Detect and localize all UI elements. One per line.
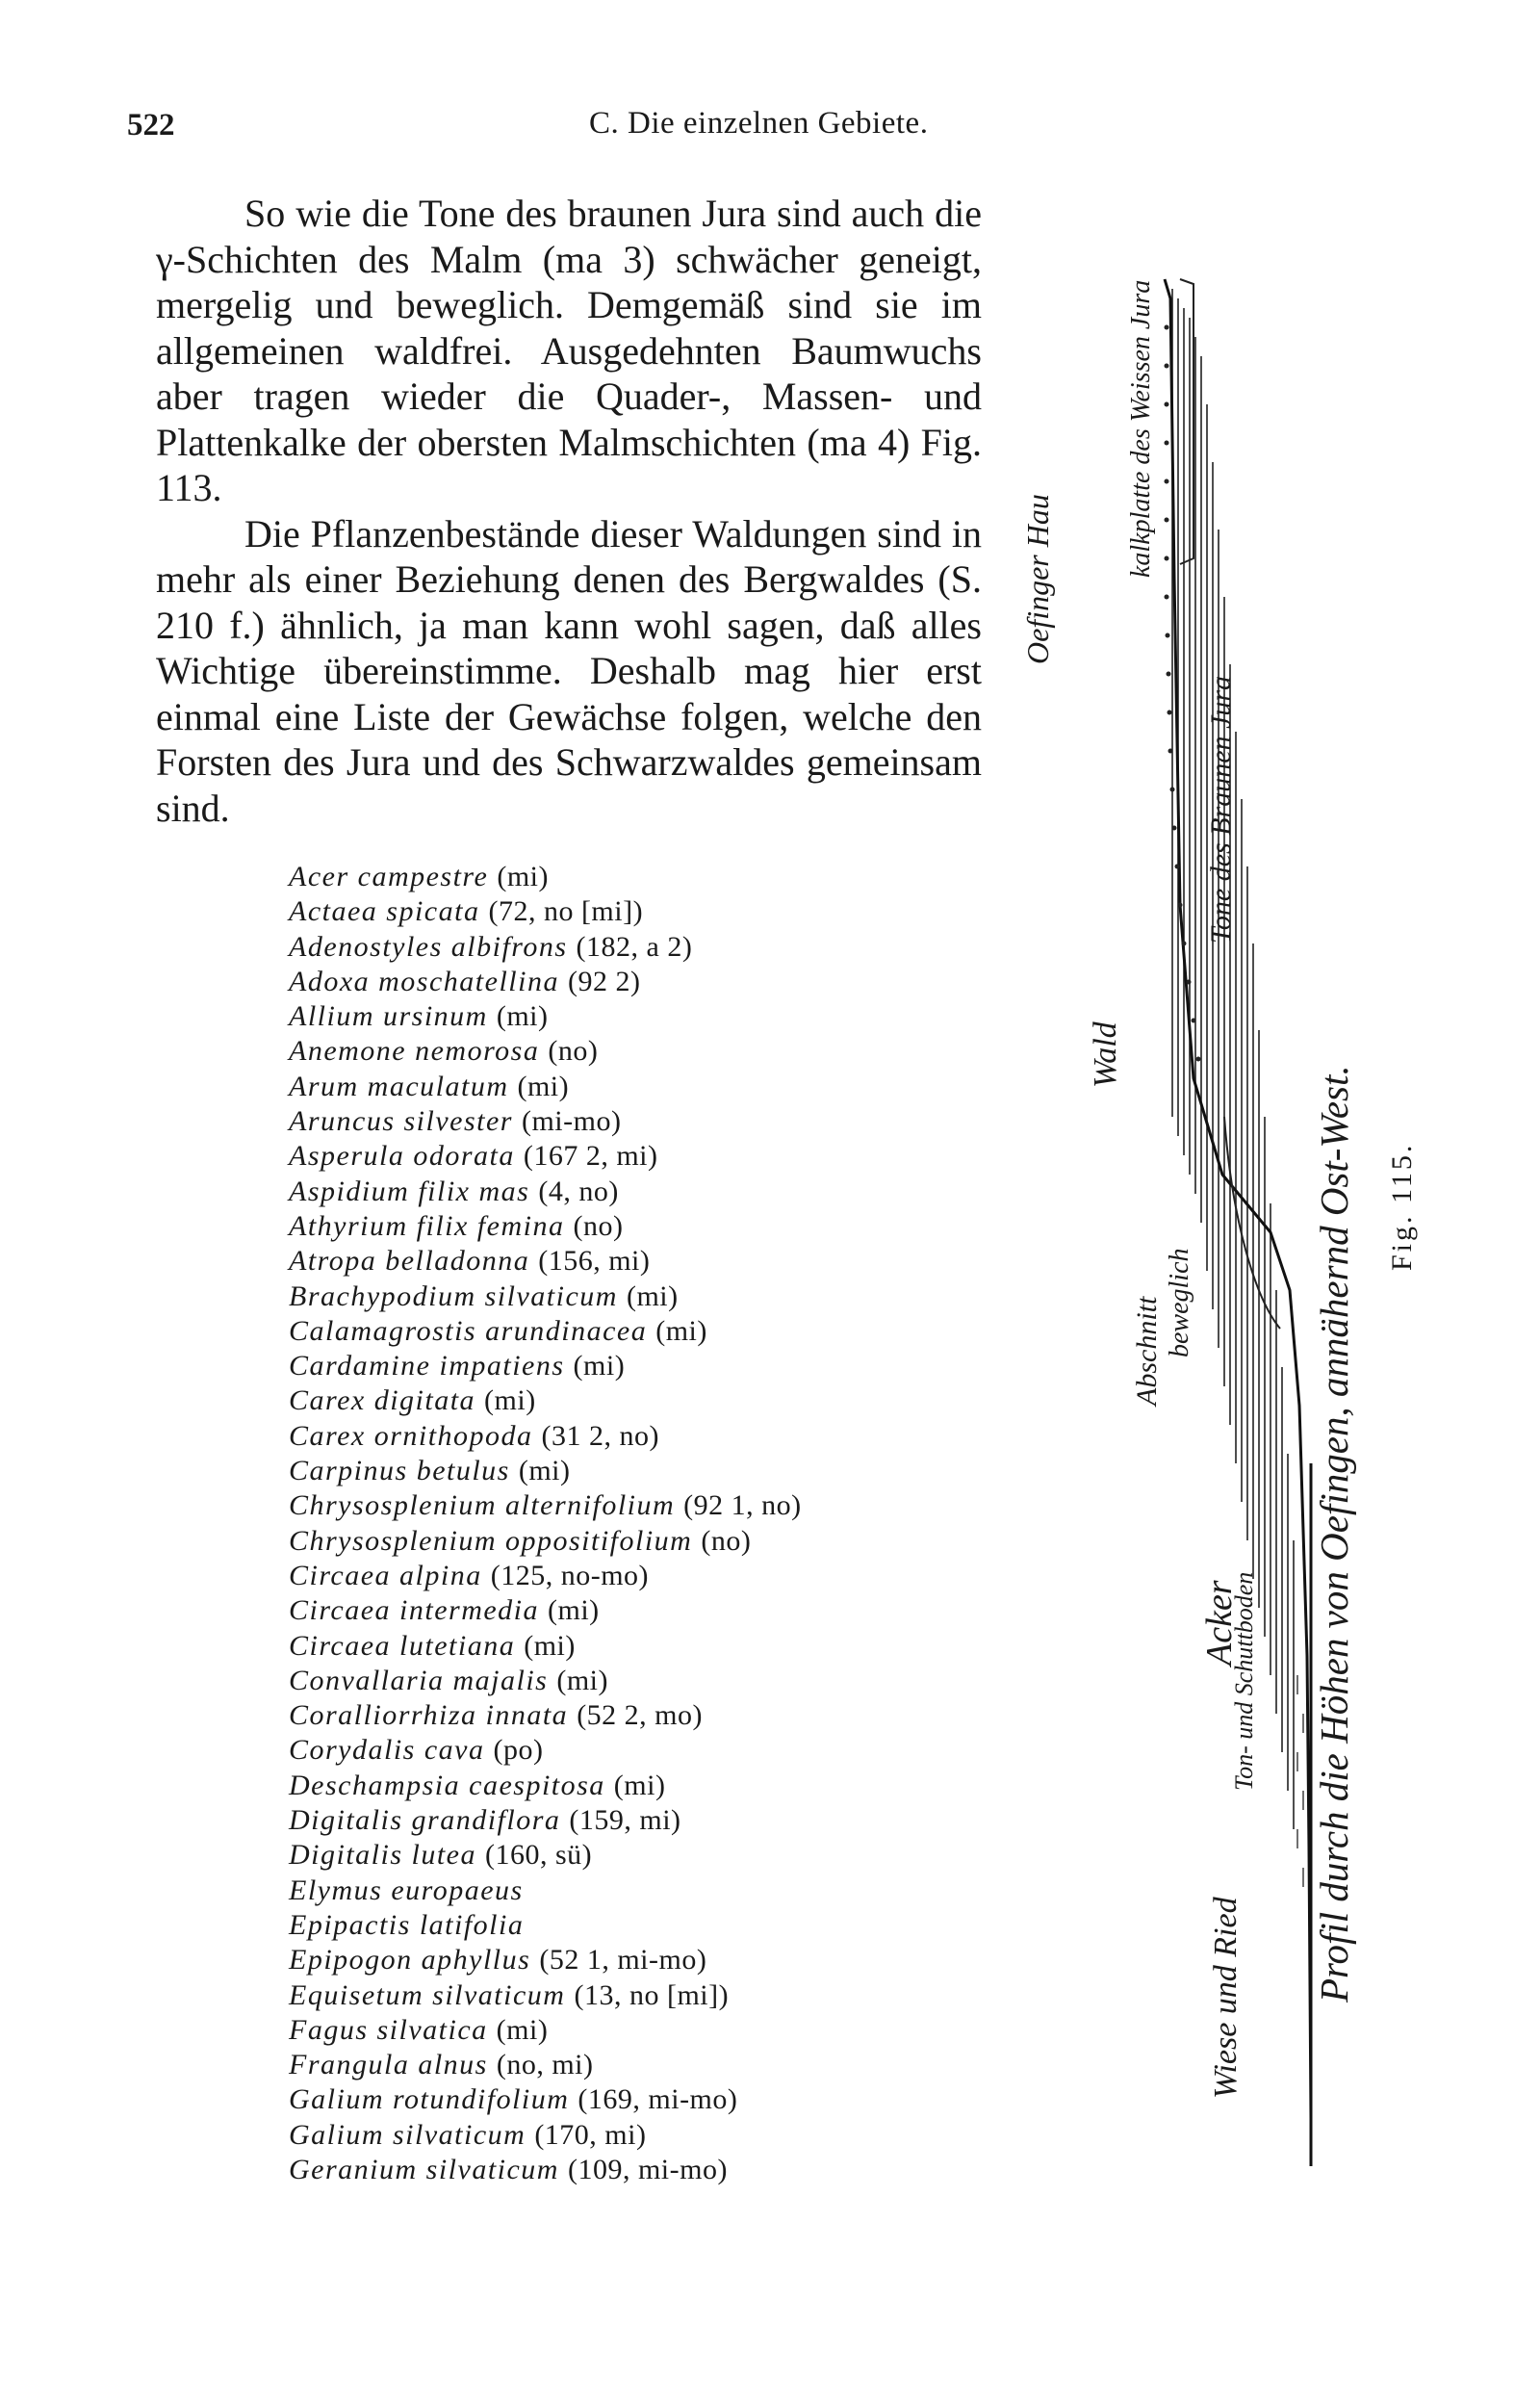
species-name: Fagus silvatica — [289, 2013, 488, 2046]
species-note: (mi) — [626, 1279, 679, 1312]
species-note: (mi-mo) — [521, 1105, 622, 1138]
label-abschnitt: Abschnitt — [1131, 1296, 1163, 1406]
species-item — [289, 930, 962, 965]
species-note: (52 2, mo) — [577, 1699, 704, 1732]
species-item — [289, 1524, 962, 1559]
species-note: (mi) — [548, 1594, 600, 1627]
species-note: (125, no-mo) — [490, 1559, 650, 1591]
species-note: (mi) — [518, 1455, 571, 1487]
species-note: (mi) — [613, 1769, 666, 1801]
species-note: (4, no) — [538, 1175, 619, 1207]
species-name: Circaea intermedia — [289, 1594, 540, 1627]
species-name: Atropa belladonna — [289, 1245, 530, 1278]
figure-title: Profil durch die Höhen von Oefingen, annähernd Ost-West. — [1312, 1065, 1356, 2002]
species-list — [289, 860, 962, 2187]
species-item — [289, 2082, 962, 2117]
species-name: Equisetum silvaticum — [289, 1978, 566, 2011]
species-name: Adoxa moschatellina — [289, 965, 559, 997]
running-head: C. Die einzelnen Gebiete. — [589, 106, 929, 141]
species-item — [289, 1349, 962, 1383]
species-name: Athyrium filix femina — [289, 1209, 565, 1242]
species-item — [289, 1593, 962, 1628]
species-name: Aruncus silvester — [289, 1105, 513, 1138]
label-oefinger-hau: Oefinger Hau — [1020, 494, 1055, 664]
species-item — [289, 2153, 962, 2187]
species-note: (159, mi) — [569, 1804, 681, 1837]
species-note: (mi) — [556, 1664, 609, 1696]
species-item — [289, 2013, 962, 2048]
species-note: (mi) — [496, 1000, 549, 1033]
species-name: Acer campestre — [289, 861, 489, 892]
species-item — [289, 894, 962, 929]
species-item — [289, 860, 962, 894]
species-note: (mi) — [497, 861, 549, 892]
species-name: Carex digitata — [289, 1384, 476, 1417]
species-item — [289, 1419, 962, 1454]
species-item — [289, 1943, 962, 1977]
species-name: Brachypodium silvaticum — [289, 1279, 618, 1312]
species-name: Carpinus betulus — [289, 1455, 510, 1487]
species-item — [289, 1664, 962, 1698]
species-name: Anemone nemorosa — [289, 1035, 540, 1068]
species-note: (mi) — [484, 1384, 536, 1417]
species-note: (167 2, mi) — [523, 1140, 658, 1173]
species-note: (13, no [mi]) — [574, 1978, 730, 2011]
species-item — [289, 1383, 962, 1418]
species-note: (no) — [573, 1209, 624, 1242]
species-item — [289, 1314, 962, 1349]
page-number: 522 — [127, 108, 175, 142]
species-item — [289, 1034, 962, 1069]
species-name: Aspidium filix mas — [289, 1175, 530, 1207]
kalkplatte-bracket — [1180, 279, 1194, 564]
species-note: (mi) — [573, 1350, 626, 1382]
species-item — [289, 1488, 962, 1523]
species-note: (169, mi-mo) — [578, 2083, 738, 2116]
species-item — [289, 1104, 962, 1139]
species-item — [289, 1733, 962, 1768]
label-beweglich: beweglich — [1165, 1248, 1194, 1357]
species-name: Actaea spicata — [289, 895, 480, 928]
paragraph: Die Pflanzenbestände dieser Waldungen sind in mehr als einer Beziehung denen des Bergwaldes (S. 210 f.) ähnlich, ja man kann wohl sagen, daß alles Wichtige übereinstimme. Deshalb mag hier erst einmal eine Liste der Gewächse folgen, welche den Forsten des Jura und des Schwarzwaldes gemeinsam sind. — [156, 511, 982, 830]
species-item — [289, 1908, 962, 1943]
species-note: (92 2) — [567, 965, 641, 997]
abschnitt-curve — [1224, 1117, 1280, 1329]
species-note: (170, mi) — [534, 2118, 647, 2151]
species-name: Chrysosplenium oppositifolium — [289, 1524, 693, 1557]
species-name: Carex ornithopoda — [289, 1419, 533, 1452]
species-note: (92 1, no) — [683, 1489, 802, 1522]
body-text — [156, 191, 982, 831]
species-item — [289, 1279, 962, 1314]
paragraph: So wie die Tone des braunen Jura sind auch die γ-Schichten des Malm (ma 3) schwächer geneigt, mergelig und beweglich. Demgemäß sind sie im allgemeinen waldfrei. Ausgedehnten Baumwuchs aber tragen wieder die Quader-, Massen- und Plattenkalke der obersten Malmschichten (ma 4) Fig. 113. — [156, 192, 982, 509]
species-note: (no) — [548, 1035, 599, 1068]
species-note: (mi) — [496, 2013, 549, 2046]
species-name: Cardamine impatiens — [289, 1350, 565, 1382]
species-item — [289, 1873, 962, 1908]
species-item — [289, 1629, 962, 1664]
species-name: Galium rotundifolium — [289, 2083, 570, 2116]
species-note: (31 2, no) — [541, 1419, 660, 1452]
species-note: (no, mi) — [496, 2049, 594, 2081]
species-item — [289, 1698, 962, 1733]
species-note: (72, no [mi]) — [488, 895, 644, 928]
species-name: Digitalis lutea — [289, 1839, 476, 1872]
species-name: Arum maculatum — [289, 1070, 509, 1102]
label-kalkplatte: kalkplatte des Weissen Jura — [1126, 279, 1156, 578]
label-ton-schuttboden: Ton- und Schuttboden — [1230, 1571, 1258, 1791]
species-note: (no) — [701, 1524, 752, 1557]
species-name: Frangula alnus — [289, 2049, 488, 2081]
species-item — [289, 1803, 962, 1838]
species-item — [289, 2048, 962, 2082]
species-name: Calamagrostis arundinacea — [289, 1314, 648, 1347]
species-name: Asperula odorata — [289, 1140, 515, 1173]
species-note: (109, mi-mo) — [567, 2153, 728, 2185]
figure-115 — [1001, 212, 1444, 2195]
species-name: Convallaria majalis — [289, 1664, 549, 1696]
species-name: Circaea lutetiana — [289, 1629, 516, 1662]
species-note: (mi) — [524, 1629, 576, 1662]
species-name: Deschampsia caespitosa — [289, 1769, 605, 1801]
label-tone-braunen-jura: Tone des Braunen Jura — [1205, 675, 1237, 943]
species-name: Corydalis cava — [289, 1734, 485, 1767]
species-name: Digitalis grandiflora — [289, 1804, 561, 1837]
species-item — [289, 1559, 962, 1593]
species-name: Epipactis latifolia — [289, 1908, 525, 1941]
species-item — [289, 2118, 962, 2153]
species-name: Circaea alpina — [289, 1559, 482, 1591]
species-item — [289, 1175, 962, 1209]
label-wald: Wald — [1088, 1021, 1123, 1088]
species-note: (156, mi) — [538, 1245, 651, 1278]
figure-number: Fig. 115. — [1386, 1142, 1418, 1271]
species-item — [289, 1244, 962, 1279]
soil-dashes — [1297, 1675, 1303, 1887]
species-note: (160, sü) — [485, 1839, 593, 1872]
species-item — [289, 1139, 962, 1174]
species-item — [289, 1769, 962, 1803]
species-note: (mi) — [655, 1314, 707, 1347]
species-name: Elymus europaeus — [289, 1873, 524, 1906]
species-note: (182, a 2) — [576, 930, 693, 963]
label-acker: Acker — [1199, 1580, 1240, 1666]
species-item — [289, 965, 962, 999]
label-wiese-ried: Wiese und Ried — [1208, 1897, 1244, 2099]
species-item — [289, 1454, 962, 1488]
profile-line — [1165, 279, 1311, 2118]
species-note: (52 1, mi-mo) — [539, 1944, 707, 1977]
species-note: (mi) — [517, 1070, 570, 1102]
species-item — [289, 1978, 962, 2013]
species-name: Adenostyles albifrons — [289, 930, 568, 963]
species-item — [289, 1070, 962, 1104]
species-item — [289, 999, 962, 1034]
species-name: Galium silvaticum — [289, 2118, 526, 2151]
species-item — [289, 1838, 962, 1873]
species-name: Allium ursinum — [289, 1000, 488, 1033]
species-name: Chrysosplenium alternifolium — [289, 1489, 676, 1522]
species-name: Geranium silvaticum — [289, 2153, 559, 2185]
species-name: Coralliorrhiza innata — [289, 1699, 569, 1732]
species-name: Epipogon aphyllus — [289, 1944, 531, 1977]
species-item — [289, 1209, 962, 1244]
species-note: (po) — [493, 1734, 544, 1767]
